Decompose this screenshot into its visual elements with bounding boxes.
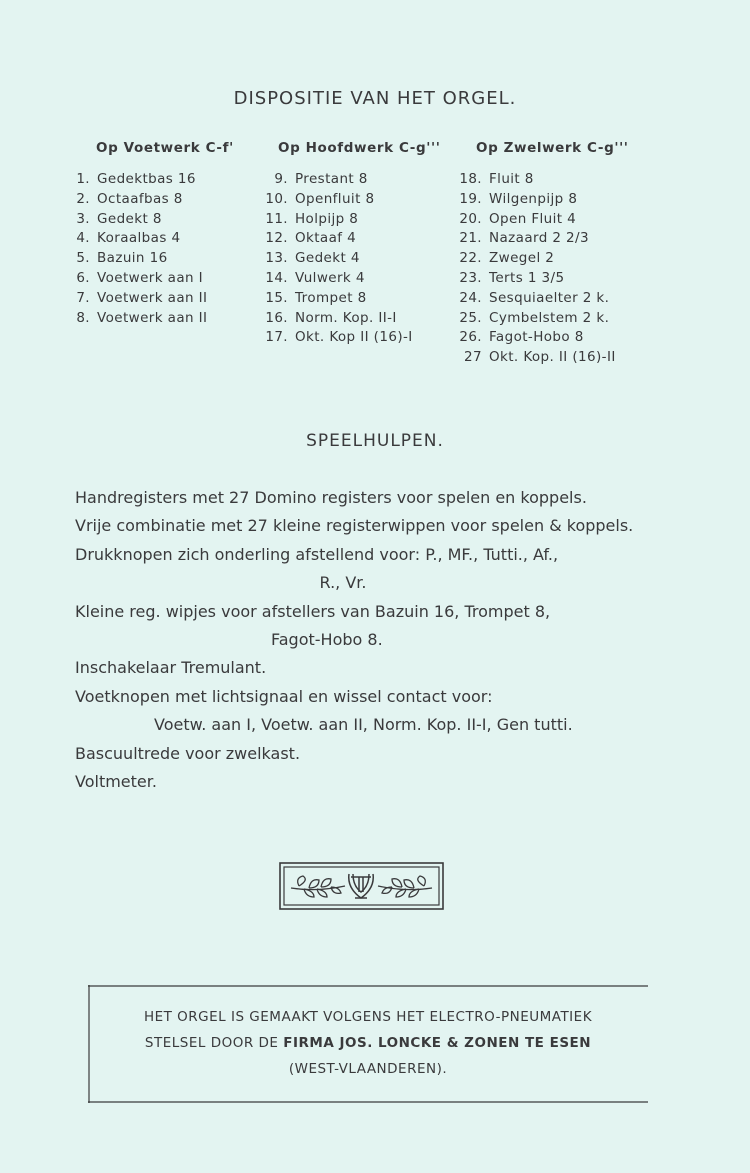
stop-item: 27 Okt. Kop. II (16)-II [464, 349, 616, 366]
stop-item: 24. Sesquiaelter 2 k. [459, 289, 610, 306]
stop-item: 2. Octaafbas 8 [76, 190, 183, 207]
division-voetwerk [76, 140, 234, 328]
lyre-ornament-icon [279, 862, 444, 910]
division-heading: Op Hoofdwerk C-g''' [278, 140, 441, 156]
footer-line: STELSEL DOOR DE FIRMA JOS. LONCKE & ZONEN TE ESEN [144, 1035, 592, 1051]
speelhulpen-line: Kleine reg. wipjes voor afstellers van Bazuin 16, Trompet 8, [75, 601, 551, 621]
stop-item: 5. Bazuin 16 [76, 250, 168, 267]
page-title: DISPOSITIE VAN HET ORGEL. [233, 88, 517, 109]
stop-item: 4. Koraalbas 4 [76, 230, 181, 247]
stop-item: 12. Oktaaf 4 [265, 230, 357, 247]
stop-item: 26. Fagot-Hobo 8 [459, 329, 584, 346]
speelhulpen-line: Voetknopen met lichtsignaal en wissel contact voor: [75, 686, 493, 706]
stop-item: 3. Gedekt 8 [76, 210, 162, 227]
division-zwelwerk [458, 140, 629, 368]
speelhulpen-line: Handregisters met 27 Domino registers voor spelen en koppels. [75, 488, 587, 507]
stop-item: 8. Voetwerk aan II [76, 309, 208, 326]
stop-item: 14. Vulwerk 4 [265, 269, 365, 286]
stop-item: 6. Voetwerk aan I [76, 269, 204, 286]
footer-line: HET ORGEL IS GEMAAKT VOLGENS HET ELECTRO-PNEUMATIEK [143, 1009, 593, 1025]
stop-item: 11. Holpijp 8 [265, 210, 359, 227]
stop-item: 7. Voetwerk aan II [76, 289, 208, 306]
speelhulpen-line: Bascuultrede voor zwelkast. [75, 743, 301, 763]
stop-item: 16. Norm. Kop. II-I [265, 309, 397, 326]
footer-box [88, 985, 648, 1102]
stop-item: 1. Gedektbas 16 [76, 171, 196, 187]
section-heading-speelhulpen: SPEELHULPEN. [306, 431, 444, 451]
division-hoofdwerk [264, 140, 440, 348]
speelhulpen-line: Voetw. aan I, Voetw. aan II, Norm. Kop. II-I, Gen tutti. [154, 715, 573, 735]
stop-item: 9. Prestant 8 [274, 171, 368, 187]
stop-item: 20. Open Fluit 4 [459, 210, 577, 227]
stop-item: 21. Nazaard 2 2/3 [459, 230, 589, 247]
stop-item: 15. Trompet 8 [265, 289, 367, 306]
stop-item: 22. Zwegel 2 [459, 250, 555, 267]
firm-name: FIRMA JOS. LONCKE & ZONEN TE ESEN [283, 1035, 592, 1051]
division-heading: Op Voetwerk C-f' [96, 140, 234, 156]
speelhulpen-line: Vrije combinatie met 27 kleine registerwippen voor spelen & koppels. [75, 516, 634, 536]
speelhulpen-line: Fagot-Hobo 8. [271, 629, 383, 649]
stop-item: 18. Fluit 8 [459, 171, 534, 187]
stop-item: 19. Wilgenpijp 8 [459, 190, 578, 207]
speelhulpen-line: Drukknopen zich onderling afstellend voor: P., MF., Tutti., Af., [75, 544, 559, 564]
speelhulpen-list [75, 484, 655, 796]
speelhulpen-line: Voltmeter. [75, 771, 157, 791]
stop-item: 25. Cymbelstem 2 k. [459, 309, 610, 326]
stop-item: 13. Gedekt 4 [265, 250, 360, 267]
stop-item: 17. Okt. Kop II (16)-I [265, 329, 413, 346]
division-heading: Op Zwelwerk C-g''' [476, 140, 629, 156]
stop-item: 10. Openfluit 8 [265, 190, 375, 207]
footer-line: (WEST-VLAANDEREN). [288, 1061, 448, 1077]
speelhulpen-line: Inschakelaar Tremulant. [75, 658, 267, 678]
stop-item: 23. Terts 1 3/5 [459, 269, 565, 286]
speelhulpen-line: R., Vr. [319, 573, 367, 593]
